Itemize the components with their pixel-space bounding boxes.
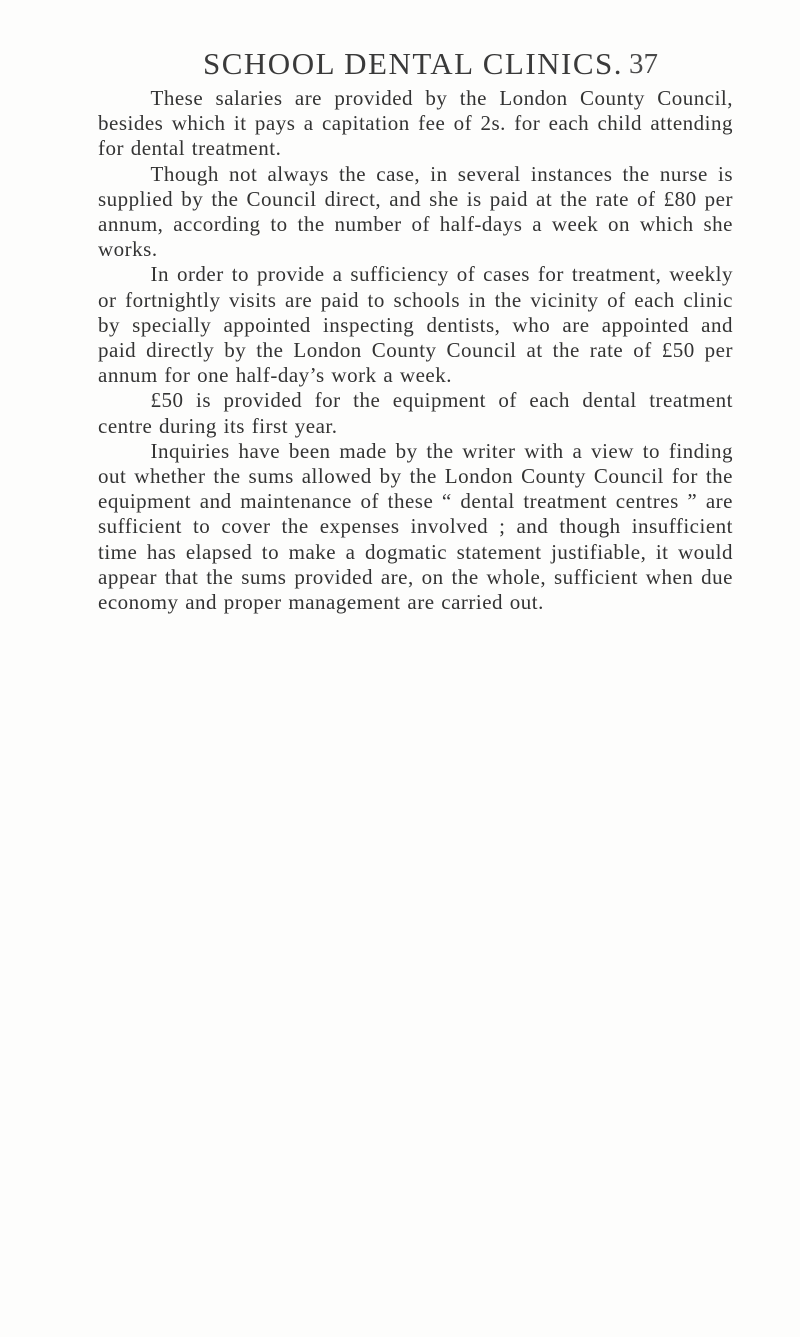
- running-head: [0, 46, 800, 86]
- page-number: 37: [629, 48, 658, 80]
- paragraph-equipment: £50 is provided for the equipment of each dental treatment centre during its first year.: [98, 388, 733, 438]
- paragraph-inquiries: Inquiries have been made by the writer with a view to finding out whether the sums allowed by the London County Council for the equipment and maintenance of these “ dental treatment centres ” are sufficient to cover the expenses involved ; and though insufficient time has elapsed to make a dogmatic statement justifiable, it would appear that the sums provided are, on the whole, sufficient when due economy and proper management are carried out.: [98, 438, 733, 615]
- paragraph-nurse: Though not always the case, in several instances the nurse is supplied by the Council direct, and she is paid at the rate of £80 per annum, according to the number of half-days a week on which she works.: [98, 161, 733, 262]
- running-title: SCHOOL DENTAL CLINICS.: [203, 46, 624, 81]
- body-text: [98, 86, 733, 615]
- paragraph-inspecting-dentists: In order to provide a sufficiency of cases for treatment, weekly or fortnightly visits are paid to schools in the vicinity of each clinic by specially appointed inspecting dentists, who are appointed and paid directly by the London County Council at the rate of £50 per annum for one half-day’s work a week.: [98, 262, 733, 388]
- paragraph-salaries: These salaries are provided by the London County Council, besides which it pays a capitation fee of 2s. for each child attending for dental treatment.: [98, 86, 733, 161]
